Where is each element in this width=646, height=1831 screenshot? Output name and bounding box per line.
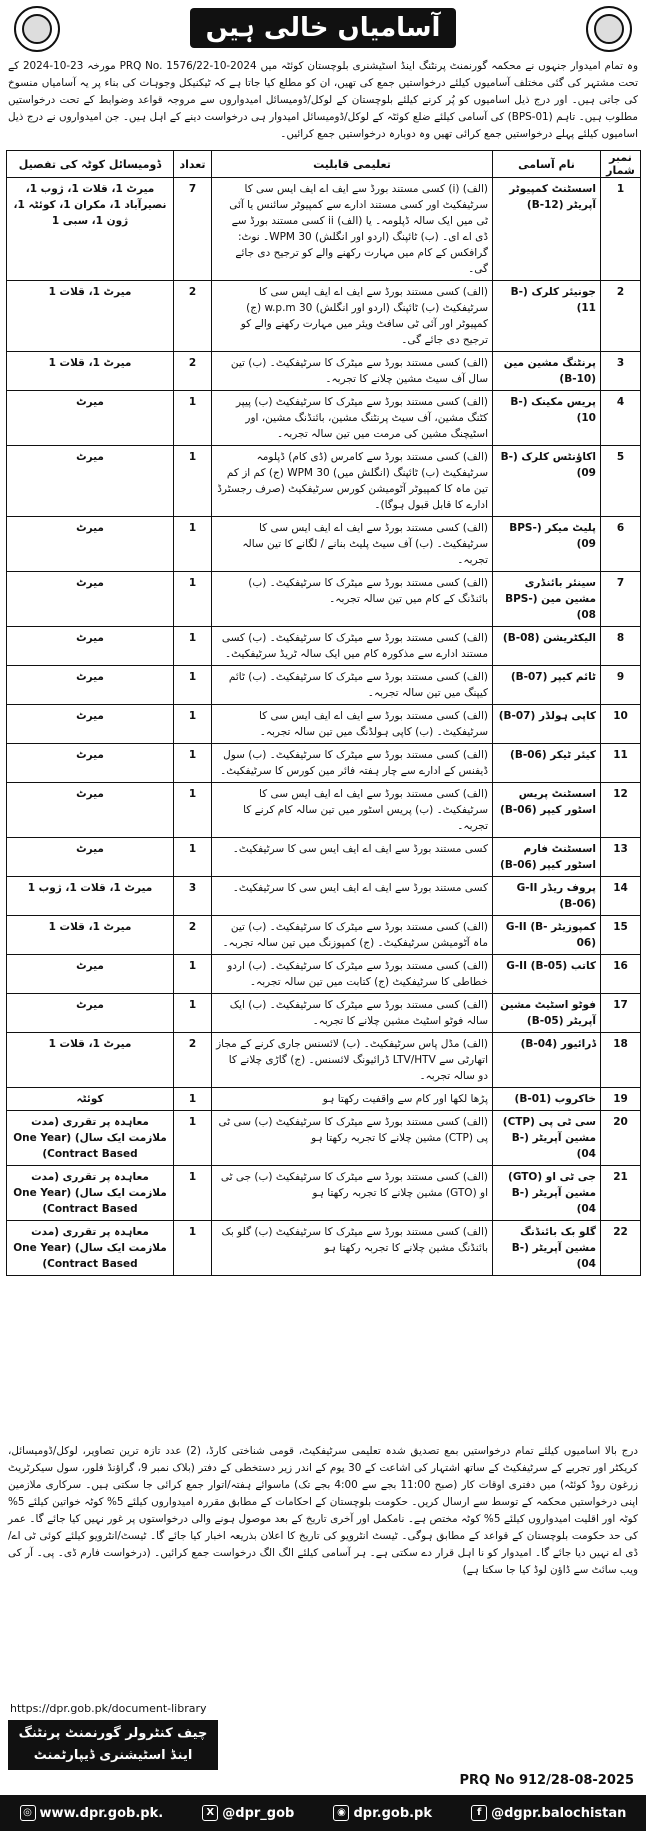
- qualification-cell: (الف) کسی مستند بورڈ سے میٹرک کا سرٹیفکیٹ (ب) گلو بک بائنڈنگ مشین چلانے کا تجربہ رکھتا ہو: [212, 1221, 493, 1276]
- domicile-cell: میرٹ 1، قلات 1: [7, 916, 174, 955]
- domicile-cell: معاہدہ پر تقرری (مدت ملازمت ایک سال) (One Year Contract Based): [7, 1221, 174, 1276]
- post-cell: کاتب G-II (B-05): [493, 955, 601, 994]
- domicile-cell: میرٹ 1، قلات 1، ژوب 1، نصیرآباد 1، مکران 1، کوئٹہ 1، ژون 1، سبی 1: [7, 178, 174, 281]
- domicile-cell: میرٹ 1، قلات 1: [7, 1033, 174, 1088]
- serial-cell: 11: [601, 744, 641, 783]
- count-cell: 1: [174, 1221, 212, 1276]
- domicile-cell: معاہدہ پر تقرری (مدت ملازمت ایک سال) (One Year Contract Based): [7, 1166, 174, 1221]
- social-label: dpr.gob.pk: [353, 1805, 433, 1821]
- serial-cell: 2: [601, 281, 641, 352]
- domicile-cell: میرٹ: [7, 666, 174, 705]
- dpr-logo-icon: [14, 6, 60, 52]
- post-cell: ڈرائیور (B-04): [493, 1033, 601, 1088]
- table-row: [7, 877, 641, 916]
- instructions-paragraph: درج بالا اسامیوں کیلئے تمام درخواستیں بمع تصدیق شدہ تعلیمی سرٹیفکیٹ، قومی شناختی کارڈ، (2) عدد تازہ ترین تصاویر، لوکل/ڈومیسائل، کریکٹر اور تجربے کے سرٹیفکیٹ کے ساتھ اشتہار کی اشاعت کے 30 یوم کے اندر زیر دستخطی کے دفتر (بلاک نمبر 9، گراؤنڈ فلور، سول سیکرٹریٹ زرغون روڈ کوئٹہ) میں دفتری اوقات کار (صبح 11:00 بجے سے 4:00 بجے تک) ماسوائے ہفتہ/اتوار جمع کرائی جا سکتی ہیں۔ سرکاری ملازمین اپنی درخواستیں محکمہ کے توسط سے ارسال کریں۔ حکومت بلوچستان کے احکامات کے مطابق مقررہ امیدواروں کیلئے 5% کوٹہ خواتین کیلئے 5% کوٹہ اور اقلیت امیدواروں کیلئے 5% کوٹہ مختص ہے۔ نامکمل اور آخری تاریخ کے بعد موصول ہونے والی درخواستوں پر غور نہیں کیا جائے گا۔ عمر کی حد حکومت بلوچستان کے قواعد کے مطابق ہوگی۔ ٹیسٹ انٹرویو کی تاریخ کا اعلان بذریعہ اخبار کیا جائے گا۔ ٹیسٹ/انٹرویو کیلئے کوئی ٹی اے/ڈی اے نہیں دیا جائے گا۔ امیدوار کو نا اہل قرار دے سکتی ہے۔ ہر آسامی کیلئے الگ الگ درخواست جمع کرائیں۔ (درخواست فارم ڈی۔ پی۔ آر کی ویب سائٹ سے ڈاؤن لوڈ کیا جا سکتا ہے): [8, 1445, 638, 1576]
- domicile-cell: میرٹ: [7, 994, 174, 1033]
- serial-cell: 4: [601, 391, 641, 446]
- x-icon: X: [202, 1805, 218, 1821]
- col-header-post: نام آسامی: [493, 151, 601, 178]
- balochistan-emblem-icon: [586, 6, 632, 52]
- domicile-cell: میرٹ: [7, 955, 174, 994]
- table-row: [7, 666, 641, 705]
- serial-cell: 3: [601, 352, 641, 391]
- table-row: [7, 517, 641, 572]
- count-cell: 3: [174, 877, 212, 916]
- table-row: [7, 178, 641, 281]
- globe-icon: ◎: [20, 1805, 36, 1821]
- qualification-cell: (الف) کسی مستند بورڈ سے میٹرک کا سرٹیفکیٹ۔ (ب) اردو خطاطی کا سرٹیفکیٹ (ج) کتابت میں تین سالہ تجربہ۔: [212, 955, 493, 994]
- post-cell: فوٹو اسٹیٹ مشین آپریٹر (B-05): [493, 994, 601, 1033]
- table-row: [7, 627, 641, 666]
- count-cell: 1: [174, 1166, 212, 1221]
- social-facebook[interactable]: [471, 1805, 626, 1821]
- post-cell: اکاؤنٹس کلرک (B-09): [493, 446, 601, 517]
- qualification-cell: (الف) کسی مستند بورڈ سے میٹرک کا سرٹیفکیٹ (ب) پیپر کٹنگ مشین، آف سیٹ پرنٹنگ مشین، بائنڈنگ مشین، اور اسٹیچنگ مشین کی مرمت میں تین سالہ تجربہ۔: [212, 391, 493, 446]
- post-cell: اسسٹنٹ پریس اسٹور کیپر (B-06): [493, 783, 601, 838]
- count-cell: 1: [174, 572, 212, 627]
- post-cell: جونیئر کلرک (B-11): [493, 281, 601, 352]
- table-row: [7, 838, 641, 877]
- post-cell: الیکٹریشن (B-08): [493, 627, 601, 666]
- download-link[interactable]: https://dpr.gob.pk/document-library: [10, 1702, 207, 1715]
- table-row: [7, 705, 641, 744]
- domicile-cell: معاہدہ پر تقرری (مدت ملازمت ایک سال) (One Year Contract Based): [7, 1111, 174, 1166]
- table-row: [7, 1221, 641, 1276]
- post-cell: خاکروب (B-01): [493, 1088, 601, 1111]
- table-row: [7, 783, 641, 838]
- qualification-cell: (الف) کسی مستند بورڈ سے میٹرک کا سرٹیفکیٹ۔ (ب) کسی مستند ادارے سے مذکورہ کام میں ایک سالہ ٹریڈ سرٹیفکیٹ۔: [212, 627, 493, 666]
- social-x[interactable]: [202, 1805, 294, 1821]
- post-cell: ٹائم کیپر (B-07): [493, 666, 601, 705]
- serial-cell: 9: [601, 666, 641, 705]
- serial-cell: 14: [601, 877, 641, 916]
- domicile-cell: میرٹ: [7, 627, 174, 666]
- domicile-cell: میرٹ 1، قلات 1، ژوب 1: [7, 877, 174, 916]
- qualification-cell: (الف) کسی مستند بورڈ سے ایف اے ایف ایس سی کا سرٹیفکیٹ۔ (ب) کاپی ہولڈنگ میں تین سالہ تجربہ۔: [212, 705, 493, 744]
- count-cell: 2: [174, 352, 212, 391]
- domicile-cell: میرٹ: [7, 744, 174, 783]
- count-cell: 1: [174, 517, 212, 572]
- qualification-cell: (الف) کسی مستند بورڈ سے میٹرک کا سرٹیفکیٹ۔ (ب) بائنڈنگ کے کام میں تین سالہ تجربہ۔: [212, 572, 493, 627]
- count-cell: 2: [174, 281, 212, 352]
- qualification-cell: (الف) کسی مستند بورڈ سے میٹرک کا سرٹیفکیٹ۔ (ب) تین ماہ آٹومیشن سرٹیفکیٹ۔ (ج) کمپوزنگ میں تین سالہ تجربہ۔: [212, 916, 493, 955]
- serial-cell: 20: [601, 1111, 641, 1166]
- table-row: [7, 352, 641, 391]
- count-cell: 1: [174, 783, 212, 838]
- table-row: [7, 994, 641, 1033]
- domicile-cell: میرٹ: [7, 572, 174, 627]
- count-cell: 1: [174, 1111, 212, 1166]
- serial-cell: 12: [601, 783, 641, 838]
- serial-cell: 5: [601, 446, 641, 517]
- table-row: [7, 391, 641, 446]
- serial-cell: 16: [601, 955, 641, 994]
- post-cell: پلیٹ میکر (BPS-09): [493, 517, 601, 572]
- table-row: [7, 1166, 641, 1221]
- domicile-cell: میرٹ: [7, 391, 174, 446]
- serial-cell: 7: [601, 572, 641, 627]
- social-website[interactable]: [20, 1805, 164, 1821]
- social-bar: [0, 1795, 646, 1831]
- domicile-cell: میرٹ: [7, 446, 174, 517]
- table-row: [7, 281, 641, 352]
- qualification-cell: کسی مستند بورڈ سے ایف اے ایف ایس سی کا سرٹیفکیٹ۔: [212, 877, 493, 916]
- qualification-cell: (الف) (i) کسی مستند بورڈ سے ایف اے ایف ایس سی کا سرٹیفکیٹ اور کسی مستند ادارے سے کمپیوٹر سائنس یا آئی ٹی میں ایک سالہ ڈپلومہ۔ یا (الف) ii کسی مستند بورڈ سے ڈی اے ای۔ (ب) ٹائپنگ (اردو اور انگلش) 30 WPM۔ نوٹ: گرافکس کے کام میں مہارت رکھنے والے کو ترجیح دی جائے گی۔: [212, 178, 493, 281]
- count-cell: 7: [174, 178, 212, 281]
- table-row: [7, 955, 641, 994]
- count-cell: 2: [174, 1033, 212, 1088]
- social-label: @dgpr.balochistan: [491, 1805, 627, 1821]
- serial-cell: 17: [601, 994, 641, 1033]
- serial-cell: 1: [601, 178, 641, 281]
- prq-number: PRQ No 912/28-08-2025: [459, 1773, 634, 1788]
- count-cell: 1: [174, 666, 212, 705]
- serial-cell: 6: [601, 517, 641, 572]
- qualification-cell: کسی مستند بورڈ سے ایف اے ایف ایس سی کا سرٹیفکیٹ۔: [212, 838, 493, 877]
- qualification-cell: (الف) کسی مستند بورڈ سے میٹرک کا سرٹیفکیٹ (ب) جی ٹی او (GTO) مشین چلانے کا تجربہ رکھتا ہو: [212, 1166, 493, 1221]
- serial-cell: 19: [601, 1088, 641, 1111]
- serial-cell: 10: [601, 705, 641, 744]
- post-cell: اسسٹنٹ فارم اسٹور کیپر (B-06): [493, 838, 601, 877]
- post-cell: سینئر بائنڈری مشین مین (BPS-08): [493, 572, 601, 627]
- post-cell: پریس مکینک (B-10): [493, 391, 601, 446]
- table-row: [7, 1088, 641, 1111]
- count-cell: 1: [174, 744, 212, 783]
- count-cell: 1: [174, 705, 212, 744]
- social-label: www.dpr.gob.pk.: [39, 1805, 164, 1821]
- domicile-cell: کوئٹہ: [7, 1088, 174, 1111]
- qualification-cell: (الف) کسی مستند بورڈ سے میٹرک کا سرٹیفکیٹ۔ (ب) ایک سالہ فوٹو اسٹیٹ مشین چلانے کا تجربہ۔: [212, 994, 493, 1033]
- qualification-cell: (الف) کسی مستند بورڈ سے میٹرک کا سرٹیفکیٹ۔ (ب) ٹائم کیپنگ میں تین سالہ تجربہ۔: [212, 666, 493, 705]
- post-cell: سی ٹی پی (CTP) مشین آپریٹر (B-04): [493, 1111, 601, 1166]
- domicile-cell: میرٹ: [7, 705, 174, 744]
- serial-cell: 15: [601, 916, 641, 955]
- count-cell: 2: [174, 916, 212, 955]
- qualification-cell: (الف) کسی مستند بورڈ سے کامرس (ڈی کام) ڈپلومہ سرٹیفکیٹ (ب) ٹائپنگ (انگلش میں) 30 WPM (ج) کم از کم تین ماہ کا کمپیوٹر آٹومیشن کورس سرٹیفکیٹ (صرف رجسٹرڈ ادارے کا قابل قبول ہوگا)۔: [212, 446, 493, 517]
- domicile-cell: میرٹ: [7, 838, 174, 877]
- table-header-row: [7, 151, 641, 178]
- serial-cell: 18: [601, 1033, 641, 1088]
- instagram-icon: ◉: [333, 1805, 349, 1821]
- col-header-count: تعداد: [174, 151, 212, 178]
- col-header-qualification: تعلیمی قابلیت: [212, 151, 493, 178]
- page-title: آسامیاں خالی ہیں: [190, 8, 456, 48]
- social-label: @dpr_gob: [222, 1805, 295, 1821]
- qualification-cell: (الف) کسی مستند بورڈ سے ایف اے ایف ایس سی کا سرٹیفکیٹ (ب) ٹائپنگ (اردو اور انگلش) 30 w.p.m (ج) کمپیوٹر اور آئی ٹی سافٹ ویئر میں مہارت رکھنے والے کو ترجیح دی جائے گی۔: [212, 281, 493, 352]
- post-cell: اسسٹنٹ کمپیوٹر آپریٹر (B-12): [493, 178, 601, 281]
- post-cell: گلو بک بائنڈنگ مشین آپریٹر (B-04): [493, 1221, 601, 1276]
- serial-cell: 21: [601, 1166, 641, 1221]
- serial-cell: 22: [601, 1221, 641, 1276]
- domicile-cell: میرٹ 1، قلات 1: [7, 281, 174, 352]
- post-cell: کاپی ہولڈر (B-07): [493, 705, 601, 744]
- facebook-icon: f: [471, 1805, 487, 1821]
- table-row: [7, 572, 641, 627]
- count-cell: 1: [174, 627, 212, 666]
- qualification-cell: (الف) کسی مستند بورڈ سے میٹرک کا سرٹیفکیٹ۔ (ب) تین سال آف سیٹ مشین چلانے کا تجربہ۔: [212, 352, 493, 391]
- qualification-cell: (الف) کسی مستند بورڈ سے میٹرک کا سرٹیفکیٹ (ب) سی ٹی پی (CTP) مشین چلانے کا تجربہ رکھتا ہو: [212, 1111, 493, 1166]
- intro-paragraph: وہ تمام امیدوار جنہوں نے محکمہ گورنمنٹ پرنٹنگ اینڈ اسٹیشنری بلوچستان کوئٹہ میں PRQ No. 1576/22-10-2024 مورخہ 23-10-2024 کے تحت مشتہر کی گئی مختلف آسامیوں کیلئے درخواستیں جمع کی تھیں، ان کو مطلع کیا جاتا ہے کہ ٹیکنیکل وجوہات کی بناء پر یہ آسامیاں منسوخ کی جاتی ہیں۔ اور درج ذیل اسامیوں کو پُر کرنے کیلئے بلوچستان کے لوکل/ڈومیسائل امیدواروں سے مروجہ قواعد وضوابط کے تحت درخواستیں مطلوب ہیں۔ تاہم (BPS-01) کی آسامی کیلئے ضلع کوئٹہ کے لوکل/ڈومیسائل امیدوار ہی درخواست دینے کے اہل ہیں۔ جن امیدواروں نے درج ذیل اسامیوں کیلئے پہلے درخواستیں جمع کرائی تھیں وہ دوبارہ درخواستیں جمع کرائیں۔: [8, 60, 639, 140]
- post-cell: جی ٹی او (GTO) مشین آپریٹر (B-04): [493, 1166, 601, 1221]
- count-cell: 1: [174, 838, 212, 877]
- count-cell: 1: [174, 446, 212, 517]
- post-cell: کمپوزیٹر G-II (B-06): [493, 916, 601, 955]
- serial-cell: 13: [601, 838, 641, 877]
- domicile-cell: میرٹ 1، قلات 1: [7, 352, 174, 391]
- count-cell: 1: [174, 955, 212, 994]
- col-header-serial: نمبر شمار: [601, 151, 641, 178]
- count-cell: 1: [174, 994, 212, 1033]
- col-header-domicile: ڈومیسائل کوٹہ کی تفصیل: [7, 151, 174, 178]
- qualification-cell: (الف) کسی مستند بورڈ سے میٹرک کا سرٹیفکیٹ۔ (ب) سول ڈیفنس کے ادارے سے چار ہفتہ فائر مین کورس کا سرٹیفکیٹ۔: [212, 744, 493, 783]
- post-cell: پروف ریڈر G-II (B-06): [493, 877, 601, 916]
- qualification-cell: (الف) کسی مستند بورڈ سے ایف اے ایف ایس سی کا سرٹیفکیٹ۔ (ب) پریس اسٹور میں تین سالہ کام کرنے کا تجربہ۔: [212, 783, 493, 838]
- count-cell: 1: [174, 391, 212, 446]
- count-cell: 1: [174, 1088, 212, 1111]
- signature-block: چیف کنٹرولر گورنمنٹ پرنٹنگ اینڈ اسٹیشنری ڈیپارٹمنٹ: [8, 1720, 218, 1770]
- qualification-cell: (الف) مڈل پاس سرٹیفکیٹ۔ (ب) لائسنس جاری کرنے کے مجاز اتھارٹی سے LTV/HTV ڈرائیونگ لائسنس۔ (ج) گاڑی چلانے کا دو سالہ تجربہ۔: [212, 1033, 493, 1088]
- qualification-cell: (الف) کسی مستند بورڈ سے ایف اے ایف ایس سی کا سرٹیفکیٹ۔ (ب) آف سیٹ پلیٹ بنانے / لگانے کا تین سالہ تجربہ۔: [212, 517, 493, 572]
- domicile-cell: میرٹ: [7, 517, 174, 572]
- qualification-cell: پڑھا لکھا اور کام سے واقفیت رکھتا ہو: [212, 1088, 493, 1111]
- post-cell: پرنٹنگ مشین مین (B-10): [493, 352, 601, 391]
- domicile-cell: میرٹ: [7, 783, 174, 838]
- social-instagram[interactable]: [333, 1805, 432, 1821]
- post-cell: کیئر ٹیکر (B-06): [493, 744, 601, 783]
- vacancy-table: [6, 150, 641, 1276]
- table-row: [7, 1111, 641, 1166]
- table-row: [7, 1033, 641, 1088]
- serial-cell: 8: [601, 627, 641, 666]
- header: [10, 4, 636, 56]
- table-row: [7, 446, 641, 517]
- table-row: [7, 916, 641, 955]
- table-row: [7, 744, 641, 783]
